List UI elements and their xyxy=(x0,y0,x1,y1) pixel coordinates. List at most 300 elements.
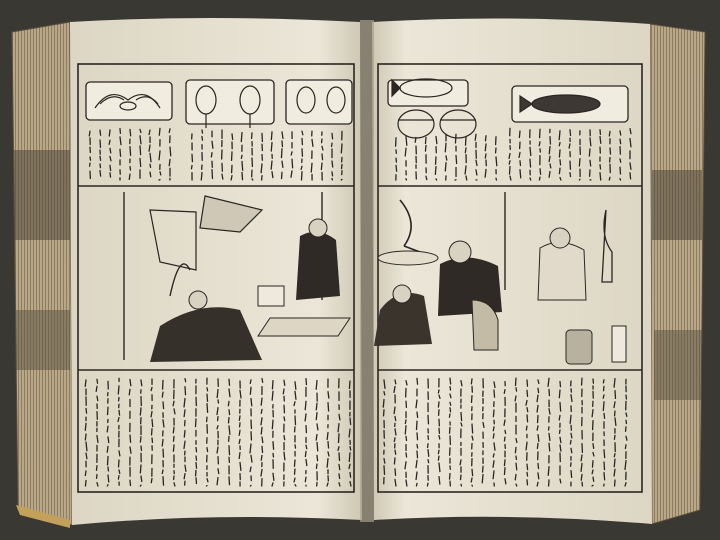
text-stroke xyxy=(559,415,560,420)
text-stroke xyxy=(339,453,340,461)
text-stroke xyxy=(85,380,86,386)
text-stroke xyxy=(184,474,185,479)
text-stroke xyxy=(322,146,323,150)
text-stroke xyxy=(530,159,531,167)
text-stroke xyxy=(339,483,340,486)
text-stroke xyxy=(240,462,241,470)
text-stroke xyxy=(515,396,516,401)
text-stroke xyxy=(100,156,101,160)
text-stroke xyxy=(339,414,340,420)
text-stroke xyxy=(620,131,621,135)
text-stroke xyxy=(579,179,580,180)
text-stroke xyxy=(548,467,549,476)
text-stroke xyxy=(261,409,262,413)
text-stroke xyxy=(405,148,406,156)
text-stroke xyxy=(461,381,462,386)
text-stroke xyxy=(350,482,351,486)
text-stroke xyxy=(152,419,153,426)
text-stroke xyxy=(262,379,263,383)
text-stroke xyxy=(305,477,306,481)
text-stroke xyxy=(218,469,219,474)
text-stroke xyxy=(549,171,550,177)
text-stroke xyxy=(163,477,164,486)
text-stroke xyxy=(445,143,446,151)
text-stroke xyxy=(559,390,560,398)
text-stroke xyxy=(516,484,517,486)
text-stroke xyxy=(305,414,306,421)
text-stroke xyxy=(614,459,615,467)
text-stroke xyxy=(311,163,312,172)
text-stroke xyxy=(450,378,451,384)
text-stroke xyxy=(250,380,251,383)
text-stroke xyxy=(284,436,285,440)
text-stroke xyxy=(493,454,494,457)
text-stroke xyxy=(614,454,615,457)
text-stroke xyxy=(97,483,98,486)
text-stroke xyxy=(560,160,561,165)
text-stroke xyxy=(316,413,317,420)
text-stroke xyxy=(86,453,87,459)
text-stroke xyxy=(173,436,174,441)
text-stroke xyxy=(185,379,186,382)
text-stroke xyxy=(515,474,516,479)
text-stroke xyxy=(196,462,197,468)
text-stroke xyxy=(509,161,510,164)
text-stroke xyxy=(589,149,590,156)
text-stroke xyxy=(317,455,318,460)
text-stroke xyxy=(435,166,436,174)
text-stroke xyxy=(283,389,284,394)
text-stroke xyxy=(207,388,208,391)
text-stroke xyxy=(538,435,539,442)
text-stroke xyxy=(284,417,285,421)
text-stroke xyxy=(569,144,570,148)
text-stroke xyxy=(406,453,407,457)
text-stroke xyxy=(436,136,437,143)
text-stroke xyxy=(472,424,473,433)
text-stroke xyxy=(332,172,333,176)
text-stroke xyxy=(625,445,626,449)
text-stroke xyxy=(509,153,510,158)
text-stroke xyxy=(327,459,328,467)
text-stroke xyxy=(485,154,486,158)
text-stroke xyxy=(339,465,340,470)
text-stroke xyxy=(316,464,317,468)
text-stroke xyxy=(327,483,328,486)
text-stroke xyxy=(493,434,494,438)
text-stroke xyxy=(140,129,141,132)
text-stroke xyxy=(140,146,141,155)
text-stroke xyxy=(327,433,328,440)
text-stroke xyxy=(271,161,272,169)
text-stroke xyxy=(519,131,520,137)
text-stroke xyxy=(406,436,407,440)
text-stroke xyxy=(282,161,283,167)
text-stroke xyxy=(185,387,186,395)
text-stroke xyxy=(603,395,604,398)
text-stroke xyxy=(317,424,318,430)
text-stroke xyxy=(504,468,505,475)
text-stroke xyxy=(416,421,417,429)
text-stroke xyxy=(140,485,141,486)
text-stroke xyxy=(417,378,418,384)
text-stroke xyxy=(163,420,164,427)
text-stroke xyxy=(316,381,317,390)
text-stroke xyxy=(229,426,230,435)
text-stroke xyxy=(603,402,604,411)
text-stroke xyxy=(250,467,251,472)
text-stroke xyxy=(538,463,539,468)
text-stroke xyxy=(609,131,610,136)
book-gutter xyxy=(360,20,374,522)
text-stroke xyxy=(305,401,306,409)
text-stroke xyxy=(207,404,208,413)
text-stroke xyxy=(119,410,120,415)
text-stroke xyxy=(228,401,229,405)
text-stroke xyxy=(86,408,87,413)
text-stroke xyxy=(140,408,141,415)
text-stroke xyxy=(436,179,437,180)
text-stroke xyxy=(493,461,494,468)
text-stroke xyxy=(439,395,440,398)
text-stroke xyxy=(162,470,163,474)
text-stroke xyxy=(272,172,273,178)
text-stroke xyxy=(549,443,550,451)
text-stroke xyxy=(395,450,396,454)
text-stroke xyxy=(239,452,240,458)
text-stroke xyxy=(349,453,350,462)
text-stroke xyxy=(516,439,517,443)
text-stroke xyxy=(312,139,313,146)
text-stroke xyxy=(450,408,451,412)
text-stroke xyxy=(322,154,323,160)
text-stroke xyxy=(222,174,223,179)
text-stroke xyxy=(100,171,101,176)
text-stroke xyxy=(284,452,285,460)
text-stroke xyxy=(294,460,295,466)
text-stroke xyxy=(295,382,296,389)
text-stroke xyxy=(446,156,447,160)
text-stroke xyxy=(229,477,230,485)
text-stroke xyxy=(129,389,130,395)
text-stroke xyxy=(261,427,262,434)
text-stroke xyxy=(162,392,163,397)
text-stroke xyxy=(550,164,551,168)
text-stroke xyxy=(504,437,505,441)
text-stroke xyxy=(251,399,252,406)
text-stroke xyxy=(460,460,461,465)
text-stroke xyxy=(559,150,560,157)
text-stroke xyxy=(395,416,396,420)
text-stroke xyxy=(252,179,253,180)
text-stroke xyxy=(592,410,593,417)
text-stroke xyxy=(614,379,615,388)
text-stroke xyxy=(537,443,538,448)
text-stroke xyxy=(284,380,285,385)
text-stroke xyxy=(604,462,605,470)
text-stroke xyxy=(149,145,150,151)
text-stroke xyxy=(231,176,232,180)
text-stroke xyxy=(350,473,351,478)
text-stroke xyxy=(350,418,351,424)
text-stroke xyxy=(465,166,466,174)
text-stroke xyxy=(590,160,591,166)
text-stroke xyxy=(107,426,108,432)
text-stroke xyxy=(150,164,151,167)
text-stroke xyxy=(151,412,152,417)
text-stroke xyxy=(615,418,616,426)
text-stroke xyxy=(559,430,560,433)
text-stroke xyxy=(384,392,385,395)
text-stroke xyxy=(515,447,516,452)
text-stroke xyxy=(516,463,517,470)
right-page-stack xyxy=(650,24,705,524)
text-stroke xyxy=(110,173,111,177)
text-stroke xyxy=(341,144,342,153)
text-stroke xyxy=(590,138,591,146)
text-stroke xyxy=(250,387,251,394)
text-stroke xyxy=(261,398,262,405)
text-stroke xyxy=(438,402,439,407)
text-stroke xyxy=(272,420,273,429)
text-stroke xyxy=(130,480,131,485)
text-stroke xyxy=(593,452,594,456)
text-stroke xyxy=(316,435,317,441)
text-stroke xyxy=(527,415,528,422)
text-stroke xyxy=(281,149,282,158)
text-stroke xyxy=(485,144,486,151)
text-stroke xyxy=(625,483,626,486)
text-stroke xyxy=(173,445,174,451)
text-stroke xyxy=(593,444,594,449)
text-stroke xyxy=(201,172,202,180)
text-stroke xyxy=(439,477,440,484)
text-stroke xyxy=(239,439,240,443)
text-stroke xyxy=(592,485,593,486)
text-stroke xyxy=(604,450,605,458)
text-stroke xyxy=(118,476,119,479)
text-stroke xyxy=(349,381,350,388)
text-stroke xyxy=(151,387,152,390)
text-stroke xyxy=(450,402,451,405)
text-stroke xyxy=(328,441,329,447)
text-stroke xyxy=(394,458,395,464)
text-stroke xyxy=(85,480,86,486)
text-stroke xyxy=(349,429,350,437)
text-stroke xyxy=(97,396,98,400)
text-stroke xyxy=(317,442,318,451)
text-stroke xyxy=(620,159,621,162)
text-stroke xyxy=(527,472,528,476)
text-stroke xyxy=(526,442,527,450)
text-stroke xyxy=(321,163,322,170)
text-stroke xyxy=(170,147,171,156)
text-stroke xyxy=(328,452,329,456)
text-stroke xyxy=(505,430,506,433)
text-stroke xyxy=(232,134,233,140)
text-stroke xyxy=(89,131,90,136)
text-stroke xyxy=(130,380,131,386)
text-stroke xyxy=(496,157,497,166)
text-stroke xyxy=(416,472,417,479)
text-stroke xyxy=(242,161,243,170)
text-stroke xyxy=(394,407,395,414)
text-stroke xyxy=(211,153,212,157)
left-page-stack xyxy=(12,22,72,528)
text-stroke xyxy=(438,450,439,453)
text-stroke xyxy=(395,469,396,476)
text-stroke xyxy=(417,412,418,417)
text-stroke xyxy=(626,436,627,440)
text-stroke xyxy=(592,470,593,474)
text-stroke xyxy=(173,427,174,433)
text-stroke xyxy=(471,379,472,384)
text-stroke xyxy=(96,466,97,471)
text-stroke xyxy=(272,483,273,486)
text-stroke xyxy=(339,474,340,479)
text-stroke xyxy=(450,387,451,390)
text-stroke xyxy=(560,479,561,483)
text-stroke xyxy=(614,469,615,476)
text-stroke xyxy=(538,388,539,392)
text-stroke xyxy=(560,403,561,412)
text-stroke xyxy=(449,414,450,417)
text-stroke xyxy=(191,166,192,169)
text-stroke xyxy=(538,473,539,479)
text-stroke xyxy=(169,129,170,133)
text-stroke xyxy=(439,463,440,472)
text-stroke xyxy=(184,431,185,438)
text-stroke xyxy=(108,475,109,482)
text-stroke xyxy=(150,172,151,177)
text-stroke xyxy=(540,169,541,175)
text-stroke xyxy=(229,379,230,385)
text-stroke xyxy=(530,178,531,180)
text-stroke xyxy=(559,131,560,140)
text-stroke xyxy=(383,400,384,408)
text-stroke xyxy=(465,148,466,153)
text-stroke xyxy=(173,401,174,405)
text-stroke xyxy=(539,177,540,180)
text-stroke xyxy=(600,173,601,180)
text-stroke xyxy=(560,437,561,442)
text-stroke xyxy=(207,448,208,452)
text-stroke xyxy=(505,479,506,484)
text-stroke xyxy=(305,451,306,456)
text-stroke xyxy=(241,155,242,158)
text-stroke xyxy=(493,427,494,431)
text-stroke xyxy=(109,140,110,144)
text-stroke xyxy=(604,473,605,480)
text-stroke xyxy=(516,388,517,391)
text-stroke xyxy=(405,426,406,434)
text-stroke xyxy=(316,403,317,410)
text-stroke xyxy=(438,390,439,393)
text-stroke xyxy=(302,131,303,135)
text-stroke xyxy=(537,395,538,402)
text-stroke xyxy=(262,437,263,443)
text-stroke xyxy=(396,165,397,171)
text-stroke xyxy=(217,389,218,397)
text-stroke xyxy=(130,147,131,156)
text-stroke xyxy=(455,134,456,143)
text-stroke xyxy=(100,130,101,135)
text-stroke xyxy=(295,445,296,448)
text-stroke xyxy=(242,172,243,179)
text-stroke xyxy=(504,390,505,394)
text-stroke xyxy=(482,475,483,483)
text-stroke xyxy=(129,174,130,179)
text-stroke xyxy=(559,168,560,173)
text-stroke xyxy=(140,437,141,442)
text-stroke xyxy=(341,179,342,180)
text-stroke xyxy=(570,173,571,177)
text-stroke xyxy=(301,172,302,180)
text-stroke xyxy=(338,434,339,443)
text-stroke xyxy=(405,420,406,424)
text-stroke xyxy=(417,433,418,440)
text-stroke xyxy=(461,423,462,426)
text-stroke xyxy=(425,145,426,151)
text-stroke xyxy=(581,474,582,480)
text-stroke xyxy=(141,380,142,386)
text-stroke xyxy=(614,435,615,439)
text-stroke xyxy=(207,394,208,401)
text-stroke xyxy=(538,380,539,383)
text-stroke xyxy=(581,455,582,461)
text-stroke xyxy=(485,169,486,177)
text-stroke xyxy=(384,466,385,475)
text-stroke xyxy=(592,461,593,467)
text-stroke xyxy=(560,445,561,451)
text-stroke xyxy=(120,149,121,156)
text-stroke xyxy=(415,137,416,142)
text-stroke xyxy=(272,391,273,400)
text-stroke xyxy=(475,134,476,140)
text-stroke xyxy=(272,381,273,389)
text-stroke xyxy=(604,413,605,418)
text-stroke xyxy=(239,416,240,420)
text-stroke xyxy=(493,471,494,479)
text-stroke xyxy=(160,172,161,175)
text-stroke xyxy=(626,413,627,416)
text-stroke xyxy=(571,448,572,452)
text-stroke xyxy=(328,403,329,411)
text-stroke xyxy=(472,469,473,475)
text-stroke xyxy=(609,177,610,180)
text-stroke xyxy=(159,151,160,160)
text-stroke xyxy=(292,159,293,168)
text-stroke xyxy=(85,434,86,440)
text-stroke xyxy=(295,485,296,486)
text-stroke xyxy=(570,130,571,136)
text-stroke xyxy=(273,442,274,450)
text-stroke xyxy=(456,155,457,163)
text-stroke xyxy=(162,440,163,446)
text-stroke xyxy=(570,415,571,423)
text-stroke xyxy=(571,433,572,438)
text-stroke xyxy=(130,129,131,135)
text-stroke xyxy=(581,463,582,471)
text-stroke xyxy=(261,164,262,173)
text-stroke xyxy=(332,161,333,167)
text-stroke xyxy=(196,448,197,452)
text-stroke xyxy=(530,147,531,155)
text-stroke xyxy=(328,392,329,398)
text-stroke xyxy=(559,143,560,146)
text-stroke xyxy=(630,163,631,169)
text-stroke xyxy=(119,470,120,473)
